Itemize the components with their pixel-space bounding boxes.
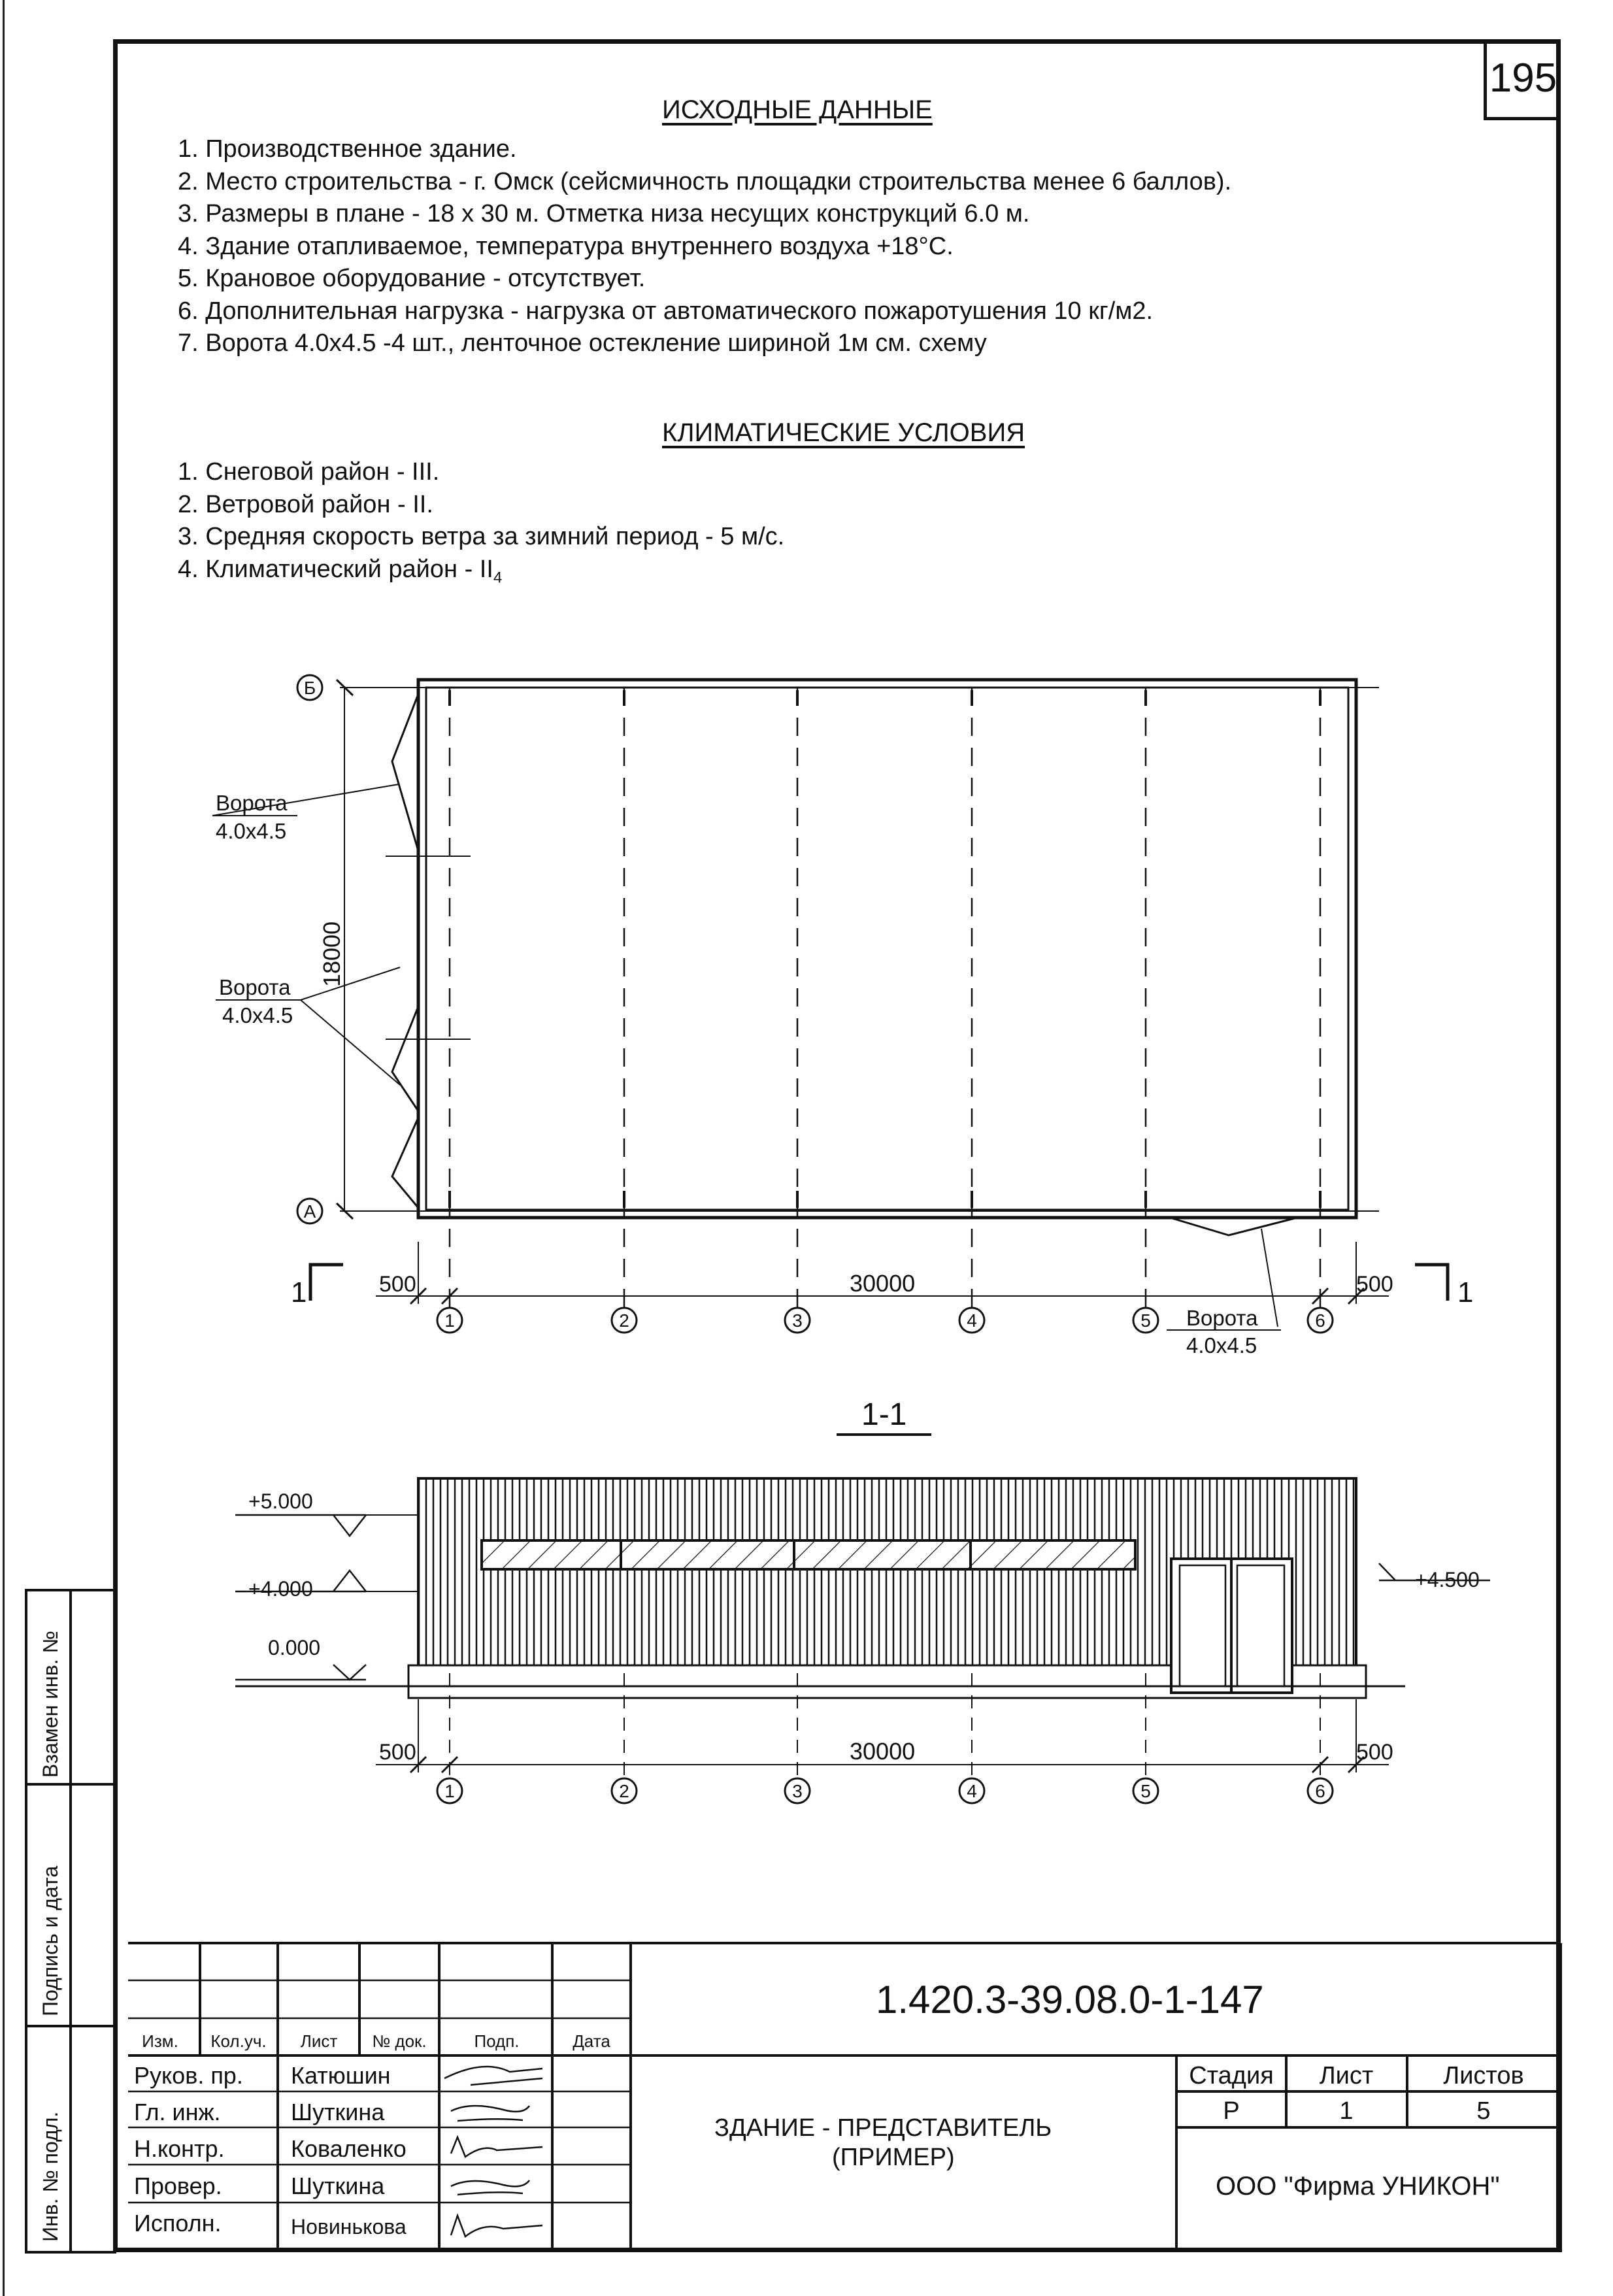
initial-data-item: 6. Дополнительная нагрузка - нагрузка от автоматического пожаротушения 10 кг/м2. [178, 297, 1154, 325]
section-axis-5: 5 [1140, 1781, 1151, 1801]
level-plus-5000: +5.000 [248, 1489, 313, 1513]
climate-item: 3. Средняя скорость ветра за зимний период - 5 м/с. [178, 523, 785, 550]
plan-dim-left: 500 [379, 1272, 416, 1297]
section-title: 1-1 [861, 1397, 907, 1432]
initial-data-item: 1. Производственное здание. [178, 135, 517, 163]
section-axis-4: 4 [967, 1781, 977, 1801]
section-axis-1: 1 [444, 1781, 455, 1801]
tb-sheet-value: 1 [1339, 2097, 1354, 2125]
climate-item: 1. Снеговой район - III. [178, 458, 440, 486]
tb-role-2: Гл. инж. [134, 2099, 221, 2125]
gate-size-3: 4.0х4.5 [1186, 1333, 1257, 1357]
tb-name-4: Шуткина [291, 2172, 385, 2199]
gate-size-2: 4.0х4.5 [222, 1003, 293, 1027]
tb-name-1: Катюшин [291, 2062, 391, 2089]
plan-dim-width: 18000 [318, 921, 345, 987]
climate-subscript: 4 [493, 569, 503, 587]
stamp-sign-date: Подпись и дата [39, 1865, 62, 2016]
drawing-line [451, 2216, 542, 2237]
drawing-line [451, 2137, 542, 2157]
tb-header-sign: Подп. [474, 2031, 520, 2051]
section-dim-left: 500 [379, 1740, 416, 1765]
axis-col-1: 1 [444, 1310, 455, 1331]
company-name: ООО "Фирма УНИКОН" [1216, 2172, 1500, 2201]
tb-header-change: Изм. [142, 2031, 178, 2051]
axis-col-4: 4 [967, 1310, 977, 1331]
tb-stage-value: Р [1223, 2097, 1240, 2125]
tb-sheet-header: Лист [1319, 2062, 1374, 2089]
climate-title: КЛИМАТИЧЕСКИЕ УСЛОВИЯ [662, 418, 1025, 447]
section-mark-right-label: 1 [1457, 1276, 1474, 1308]
axis-col-2: 2 [619, 1310, 629, 1331]
section-mark-left-label: 1 [291, 1276, 307, 1308]
section-axis-2: 2 [619, 1781, 629, 1801]
gate-label-3: Ворота [1186, 1306, 1258, 1330]
level-zero: 0.000 [268, 1636, 321, 1659]
tb-role-1: Руков. пр. [134, 2062, 243, 2089]
gate-label-1: Ворота [216, 791, 288, 815]
initial-data-item: 2. Место строительства - г. Омск (сейсмичность площадки строительства менее 6 баллов). [178, 167, 1232, 195]
stamp-replace-inv: Взамен инв. № [39, 1631, 62, 1778]
section-axis-6: 6 [1315, 1781, 1325, 1801]
object-name-line2: (ПРИМЕР) [832, 2144, 955, 2171]
axis-row-a: А [303, 1201, 316, 1222]
axis-col-3: 3 [792, 1310, 803, 1331]
initial-data-item: 7. Ворота 4.0х4.5 -4 шт., ленточное остекление шириной 1м см. схему [178, 329, 987, 357]
gate-label-2: Ворота [219, 975, 291, 999]
level-plus-4000: +4.000 [248, 1577, 313, 1601]
object-name-line1: ЗДАНИЕ - ПРЕДСТАВИТЕЛЬ [714, 2114, 1052, 2142]
plan-dim-right: 500 [1356, 1272, 1393, 1297]
initial-data-item: 4. Здание отапливаемое, температура внутреннего воздуха +18°С. [178, 232, 954, 260]
axis-col-5: 5 [1140, 1310, 1151, 1331]
tb-header-sheet: Лист [300, 2031, 338, 2051]
sheet-number: 195 [1484, 42, 1559, 120]
tb-header-doc: № док. [372, 2031, 427, 2051]
drawing-line [444, 2067, 542, 2085]
gate-size-1: 4.0х4.5 [216, 819, 287, 843]
drawing-line [451, 2106, 529, 2121]
climate-item: 2. Ветровой район - II. [178, 490, 433, 518]
section-dim-length: 30000 [850, 1738, 916, 1765]
level-plus-4500: +4.500 [1415, 1568, 1480, 1591]
tb-name-3: Коваленко [291, 2135, 407, 2162]
tb-role-3: Н.контр. [134, 2135, 225, 2162]
tb-role-4: Провер. [134, 2172, 222, 2199]
tb-sheets-value: 5 [1476, 2097, 1491, 2125]
section-dim-right: 500 [1356, 1740, 1393, 1765]
stamp-inv-orig: Инв. № подл. [39, 2111, 62, 2242]
tb-header-date: Дата [573, 2031, 610, 2051]
tb-stage-header: Стадия [1189, 2062, 1274, 2089]
initial-data-title: ИСХОДНЫЕ ДАННЫЕ [662, 95, 933, 124]
tb-role-5: Исполн. [134, 2210, 222, 2237]
tb-name-2: Шуткина [291, 2099, 385, 2125]
drawing-line [451, 2180, 529, 2195]
axis-row-b: Б [303, 678, 316, 698]
plan-dim-length: 30000 [850, 1270, 916, 1297]
section-axis-3: 3 [792, 1781, 803, 1801]
tb-header-qty: Кол.уч. [210, 2031, 267, 2051]
initial-data-item: 5. Крановое оборудование - отсутствует. [178, 265, 646, 292]
tb-name-5: Новинькова [291, 2215, 407, 2238]
climate-item-text: 4. Климатический район - II [178, 555, 493, 583]
initial-data-item: 3. Размеры в плане - 18 х 30 м. Отметка низа несущих конструкций 6.0 м. [178, 200, 1030, 227]
axis-col-6: 6 [1315, 1310, 1325, 1331]
tb-sheets-header: Листов [1443, 2062, 1524, 2089]
document-code: 1.420.3-39.08.0-1-147 [876, 1978, 1264, 2021]
